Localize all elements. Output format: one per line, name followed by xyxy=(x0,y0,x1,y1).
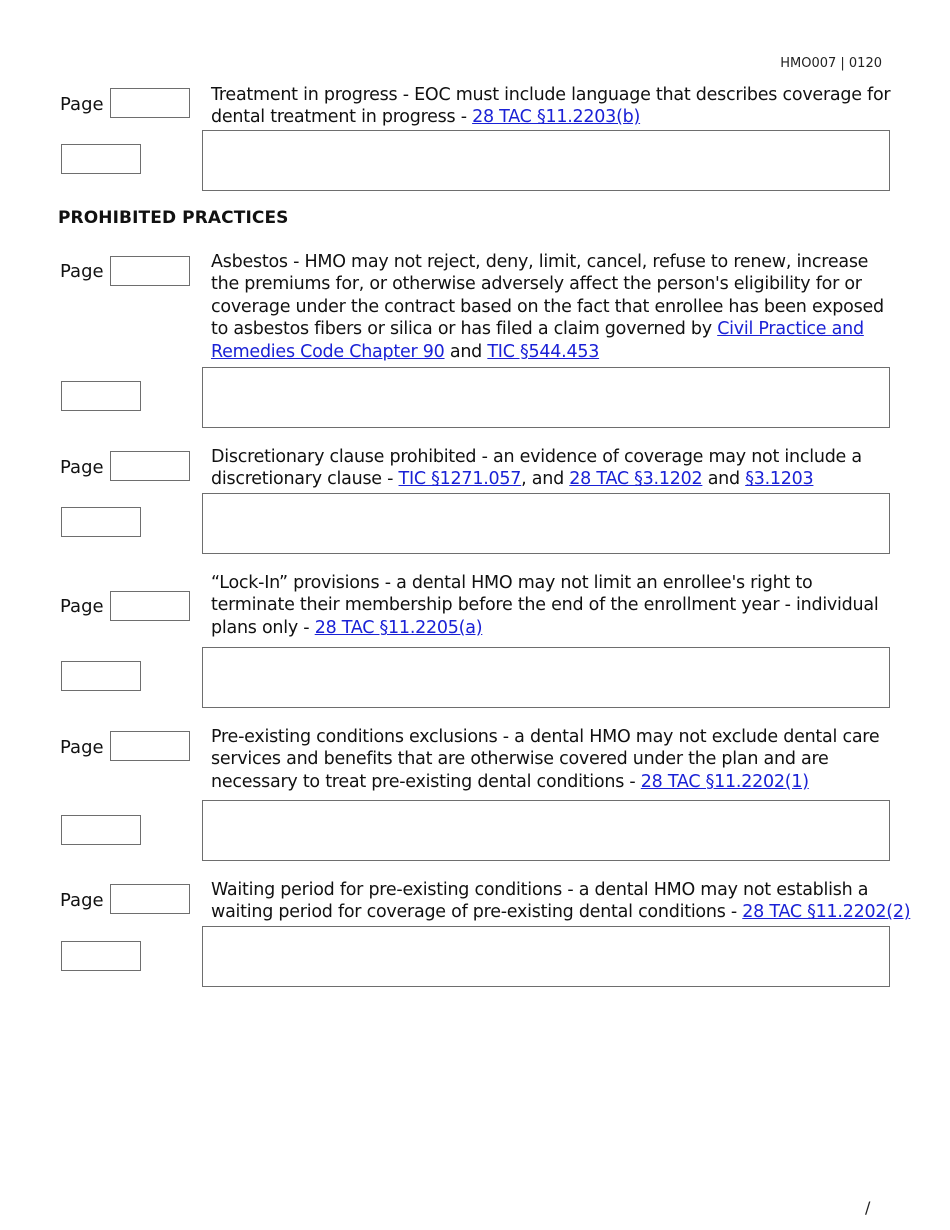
page-number-input[interactable] xyxy=(110,256,190,286)
requirement-text: “Lock-In” provisions - a dental HMO may not limit an enrollee's right to terminate their membership before the end of the enrollment year - individual plans only - 28 TAC §11.2205(a) xyxy=(211,573,879,638)
page-label: Page xyxy=(60,457,104,478)
citation-link[interactable]: TIC §1271.057 xyxy=(398,469,522,490)
requirement-text: Asbestos - HMO may not reject, deny, limit, cancel, refuse to renew, increase the premiums for, or otherwise adversely affect the person's eligibility for or coverage under the contract based on the fact that enrollee has been exposed to asbestos fibers or silica or has filed a claim governed by Civil Practice and Remedies Code Chapter 90 and TIC §544.453 xyxy=(211,252,884,362)
citation-link[interactable]: TIC §544.453 xyxy=(487,341,600,362)
section-ref-input[interactable] xyxy=(61,507,141,537)
requirement-text: Treatment in progress - EOC must include language that describes coverage for dental treatment in progress - 28 TAC §11.2203(b) xyxy=(211,85,891,128)
comment-input[interactable] xyxy=(202,493,890,554)
citation-link[interactable]: Civil Practice and Remedies Code Chapter 90 xyxy=(211,319,864,362)
page-number-input[interactable] xyxy=(110,591,190,621)
section-heading: PROHIBITED PRACTICES xyxy=(58,208,289,228)
section-ref-input[interactable] xyxy=(61,941,141,971)
page-label: Page xyxy=(60,261,104,282)
section-ref-input[interactable] xyxy=(61,815,141,845)
page-number-input[interactable] xyxy=(110,88,190,118)
comment-input[interactable] xyxy=(202,926,890,987)
comment-input[interactable] xyxy=(202,367,890,428)
page-number-input[interactable] xyxy=(110,451,190,481)
page-label: Page xyxy=(60,94,104,115)
citation-link[interactable]: 28 TAC §3.1202 xyxy=(569,469,703,490)
page-label: Page xyxy=(60,737,104,758)
page-marker: / xyxy=(865,1198,871,1217)
citation-link[interactable]: 28 TAC §11.2202(2) xyxy=(742,902,911,923)
comment-input[interactable] xyxy=(202,647,890,708)
comment-input[interactable] xyxy=(202,130,890,191)
citation-link[interactable]: 28 TAC §11.2205(a) xyxy=(314,617,483,638)
citation-link[interactable]: 28 TAC §11.2203(b) xyxy=(472,107,641,128)
requirement-text: Discretionary clause prohibited - an evidence of coverage may not include a discretionary clause - TIC §1271.057, and 28 TAC §3.1202 and §3.1203 xyxy=(211,447,862,490)
section-ref-input[interactable] xyxy=(61,661,141,691)
section-ref-input[interactable] xyxy=(61,381,141,411)
form-id: HMO007 | 0120 xyxy=(780,56,882,71)
comment-input[interactable] xyxy=(202,800,890,861)
citation-link[interactable]: 28 TAC §11.2202(1) xyxy=(640,771,809,792)
requirement-text: Waiting period for pre-existing conditions - a dental HMO may not establish a waiting period for coverage of pre-existing dental conditions - 28 TAC §11.2202(2) xyxy=(211,880,911,923)
requirement-text: Pre-existing conditions exclusions - a dental HMO may not exclude dental care services and benefits that are otherwise covered under the plan and are necessary to treat pre-existing dental conditions - 28 TAC §11.2202(1) xyxy=(211,727,880,792)
page-number-input[interactable] xyxy=(110,884,190,914)
page-label: Page xyxy=(60,596,104,617)
section-ref-input[interactable] xyxy=(61,144,141,174)
page-label: Page xyxy=(60,890,104,911)
page-number-input[interactable] xyxy=(110,731,190,761)
citation-link[interactable]: §3.1203 xyxy=(745,469,814,490)
